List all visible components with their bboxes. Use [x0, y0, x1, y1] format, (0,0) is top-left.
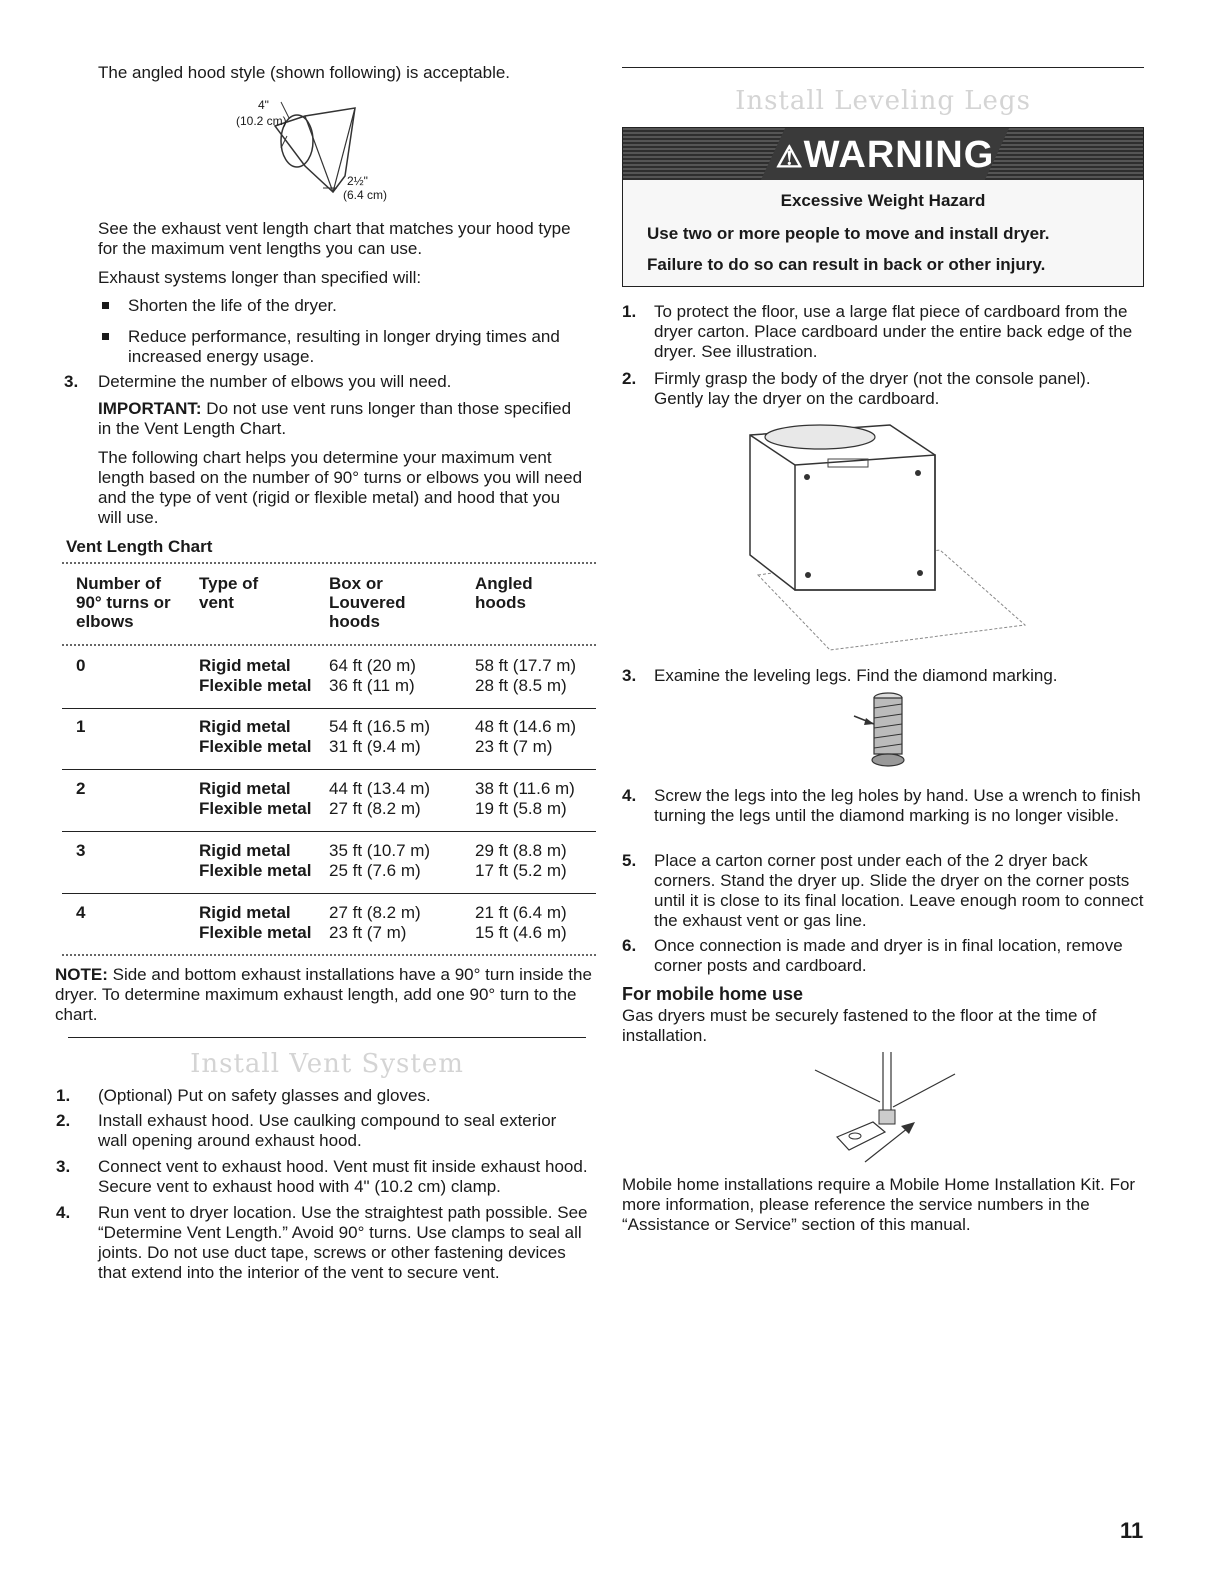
step-text: Examine the leveling legs. Find the diamond marking.	[654, 666, 1058, 685]
table-top-rule	[62, 562, 596, 564]
step-number: 4.	[622, 786, 637, 805]
table-cell: 27 ft (8.2 m)	[329, 799, 421, 818]
table-cell: 23 ft (7 m)	[475, 737, 553, 756]
table-cell: 36 ft (11 m)	[329, 676, 415, 695]
table-cell: 44 ft (13.4 m)	[329, 779, 431, 798]
step-text: Once connection is made and dryer is in final location, remove corner posts and cardboard.	[654, 936, 1123, 975]
table-cell: 29 ft (8.8 m)	[475, 841, 567, 860]
hood-dim1: 4"	[258, 98, 269, 112]
mobile-home-kit-para: Mobile home installations require a Mobile Home Installation Kit. For more information, please reference the service numbers in the “Assistance or Service” section of this manual.	[622, 1175, 1136, 1234]
table-cell: Flexible metal	[199, 923, 312, 942]
step-number: 1.	[56, 1086, 71, 1105]
table-cell: Rigid metal	[199, 903, 291, 922]
step-number: 2.	[56, 1111, 71, 1130]
table-cell: 21 ft (6.4 m)	[475, 903, 567, 922]
bullet-marker	[102, 302, 109, 309]
table-header: Number of 90° turns or elbows	[76, 574, 171, 631]
table-row-divider	[62, 893, 596, 894]
install-leveling-legs-heading: Install Leveling Legs	[735, 86, 1031, 116]
table-cell: 1	[76, 717, 86, 736]
table-cell: 19 ft (5.8 m)	[475, 799, 567, 818]
hood-dim2: 2½"	[347, 174, 368, 188]
table-cell: Flexible metal	[199, 737, 312, 756]
angled-hood-illustration	[205, 96, 365, 206]
step-number: 3.	[622, 666, 637, 685]
install-vent-heading: Install Vent System	[190, 1049, 464, 1079]
section-divider	[68, 1037, 586, 1038]
step-number: 3.	[56, 1157, 71, 1176]
step-text: Run vent to dryer location. Use the straightest path possible. See “Determine Vent Length.” Avoid 90° turns. Use clamps to seal all joints. Do not use duct tape, screws or other fastening devices that extend into the interior of the vent to secure vent.	[98, 1203, 588, 1282]
table-cell: 0	[76, 656, 86, 675]
step-number: 5.	[622, 851, 637, 870]
step-number: 4.	[56, 1203, 71, 1222]
warning-triangle-icon: ⚠	[775, 141, 804, 174]
hood-dim2-metric: (6.4 cm)	[343, 188, 388, 202]
bullet-item: Shorten the life of the dryer.	[128, 296, 337, 315]
table-cell: 4	[76, 903, 86, 922]
note-label: NOTE:	[55, 965, 108, 984]
exhaust-warning-intro: Exhaust systems longer than specified will:	[98, 268, 422, 287]
note-text: Side and bottom exhaust installations have a 90° turn inside the dryer. To determine maximum exhaust length, add one 90° turn to the chart.	[55, 965, 592, 1024]
step-text: Determine the number of elbows you will need.	[98, 372, 452, 391]
table-cell: Flexible metal	[199, 799, 312, 818]
table-cell: Rigid metal	[199, 779, 291, 798]
table-cell: Rigid metal	[199, 841, 291, 860]
table-cell: 25 ft (7.6 m)	[329, 861, 421, 880]
table-row-divider	[62, 708, 596, 709]
warning-title	[773, 132, 997, 178]
table-header: Type of vent	[199, 574, 259, 612]
table-cell: 31 ft (9.4 m)	[329, 737, 421, 756]
step-text: To protect the floor, use a large flat piece of cardboard from the dryer carton. Place cardboard under the entire back edge of the dryer. See illustration.	[654, 302, 1133, 361]
page-number: 11	[1120, 1518, 1144, 1543]
mobile-home-heading: For mobile home use	[622, 984, 804, 1004]
table-cell: 2	[76, 779, 86, 798]
table-cell: 15 ft (4.6 m)	[475, 923, 567, 942]
table-cell: 48 ft (14.6 m)	[475, 717, 577, 736]
step-text: (Optional) Put on safety glasses and gloves.	[98, 1086, 431, 1105]
vent-chart-reference: See the exhaust vent length chart that matches your hood type for the maximum vent lengths you can use.	[98, 219, 571, 258]
warning-line: Use two or more people to move and install dryer.	[647, 224, 1050, 243]
step-text: Install exhaust hood. Use caulking compound to seal exterior wall opening around exhaust hood.	[98, 1111, 557, 1150]
table-cell: 17 ft (5.2 m)	[475, 861, 567, 880]
step-text: Connect vent to exhaust hood. Vent must fit inside exhaust hood. Secure vent to exhaust hood with 4" (10.2 cm) clamp.	[98, 1157, 588, 1196]
step-text: Firmly grasp the body of the dryer (not the console panel). Gently lay the dryer on the cardboard.	[654, 369, 1091, 408]
step-number: 6.	[622, 936, 637, 955]
step-text: Place a carton corner post under each of the 2 dryer back corners. Stand the dryer up. Slide the dryer on the corner posts until it is close to its final location. Leave enough room to connect the exhaust vent or gas line.	[654, 851, 1144, 930]
table-cell: Rigid metal	[199, 717, 291, 736]
table-bottom-rule	[62, 954, 596, 956]
table-cell: 28 ft (8.5 m)	[475, 676, 567, 695]
hood-dim1-metric: (10.2 cm)	[236, 114, 287, 128]
mobile-home-para: Gas dryers must be securely fastened to the floor at the time of installation.	[622, 1006, 1097, 1045]
important-text: Do not use vent runs longer than those specified in the Vent Length Chart.	[98, 399, 572, 438]
important-label: IMPORTANT:	[98, 399, 202, 418]
table-cell: 23 ft (7 m)	[329, 923, 407, 942]
step-number: 3.	[64, 372, 79, 391]
bullet-marker	[102, 333, 109, 340]
table-cell: 35 ft (10.7 m)	[329, 841, 431, 860]
dryer-on-cardboard-illustration	[740, 415, 1030, 660]
chart-title: Vent Length Chart	[66, 537, 213, 556]
table-row-divider	[62, 831, 596, 832]
table-cell: Rigid metal	[199, 656, 291, 675]
important-note	[98, 399, 578, 439]
warning-box	[622, 127, 1144, 287]
table-cell: Flexible metal	[199, 676, 312, 695]
warning-line: Failure to do so can result in back or other injury.	[647, 255, 1046, 274]
table-header: Box or Louvered hoods	[329, 574, 406, 631]
leveling-leg-illustration	[850, 690, 920, 770]
note-paragraph	[55, 965, 595, 1025]
table-cell: Flexible metal	[199, 861, 312, 880]
table-cell: 54 ft (16.5 m)	[329, 717, 431, 736]
table-cell: 27 ft (8.2 m)	[329, 903, 421, 922]
intro-text: The angled hood style (shown following) is acceptable.	[98, 63, 511, 82]
table-header-rule	[62, 644, 596, 646]
table-cell: 58 ft (17.7 m)	[475, 656, 577, 675]
warning-hazard: Excessive Weight Hazard	[780, 191, 986, 210]
table-cell: 64 ft (20 m)	[329, 656, 416, 675]
section-divider	[622, 67, 1144, 68]
chart-explanation: The following chart helps you determine your maximum vent length based on the number of 90° turns or elbows you will need and the type of vent (rigid or flexible metal) and hood that you will use.	[98, 448, 583, 527]
step-number: 2.	[622, 369, 637, 388]
step-text: Screw the legs into the leg holes by hand. Use a wrench to finish turning the legs until the diamond marking is no longer visible.	[654, 786, 1141, 825]
table-row-divider	[62, 769, 596, 770]
table-header: Angled hoods	[475, 574, 533, 612]
mobile-home-bracket-illustration	[805, 1052, 965, 1172]
warning-title-text: WARNING	[803, 134, 995, 176]
step-number: 1.	[622, 302, 637, 321]
bullet-item: Reduce performance, resulting in longer drying times and increased energy usage.	[128, 327, 560, 366]
table-cell: 38 ft (11.6 m)	[475, 779, 575, 798]
table-cell: 3	[76, 841, 86, 860]
